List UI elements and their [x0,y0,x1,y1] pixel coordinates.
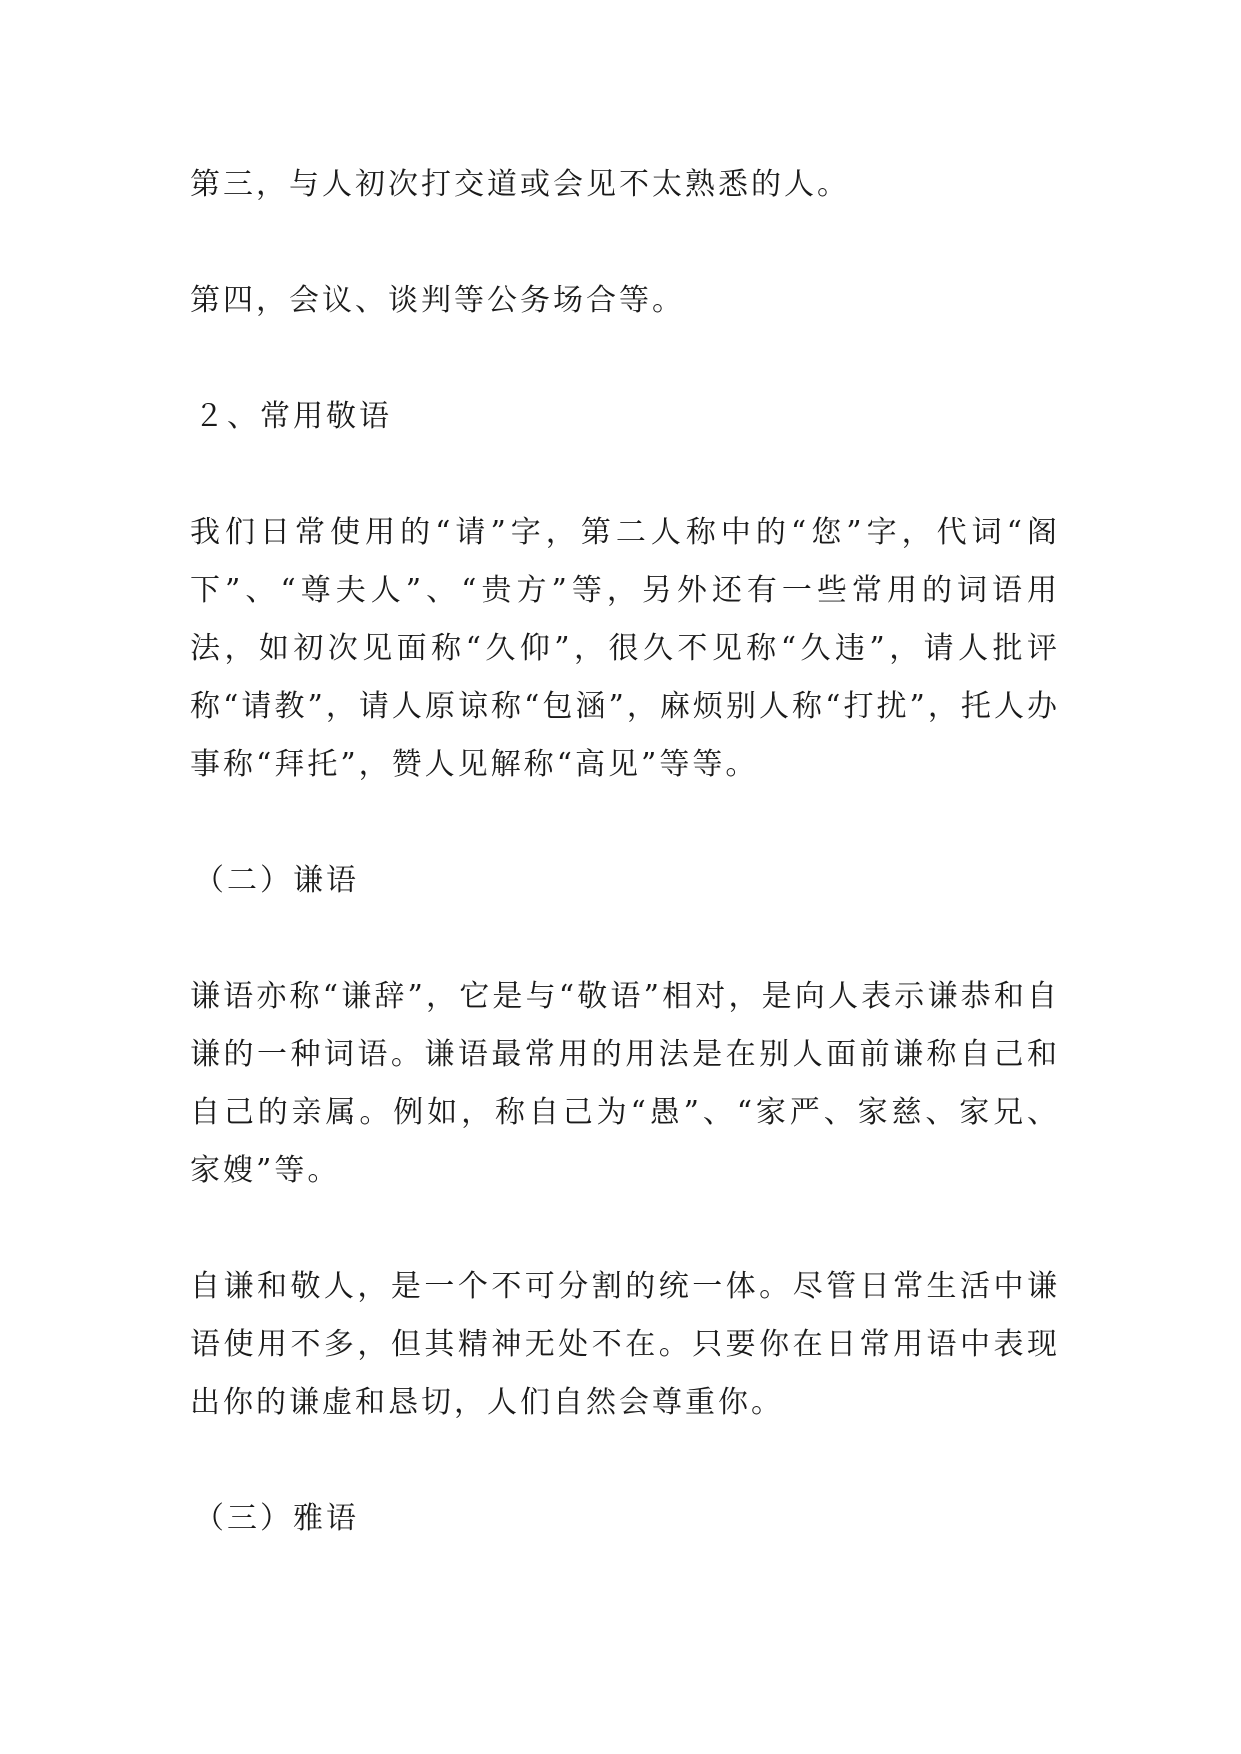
section-heading-common-honorifics: ２、常用敬语 [194,399,392,434]
section-heading-elegant-words: （三）雅语 [194,1501,359,1536]
paragraph-third-point: 第三，与人初次打交道或会见不太熟悉的人。 [190,167,850,202]
paragraph-humility-respect: 自谦和敬人，是一个不可分割的统一体。尽管日常生活中谦语使用不多，但其精神无处不在。只要你在日常用语中表现出你的谦虚和恳切，人们自然会尊重你。 [190,1269,1060,1420]
paragraph-humble-words-definition: 谦语亦称“谦辞”，它是与“敬语”相对，是向人表示谦恭和自谦的一种词语。谦语最常用的用法是在别人面前谦称自己和自己的亲属。例如，称自己为“愚”、“家严、家慈、家兄、家嫂”等。 [190,979,1060,1188]
paragraph-honorifics-examples: 我们日常使用的“请”字，第二人称中的“您”字，代词“阁下”、“尊夫人”、“贵方”等，另外还有一些常用的词语用法，如初次见面称“久仰”，很久不见称“久违”，请人批评称“请教”，请人原谅称“包涵”，麻烦别人称“打扰”，托人办事称“拜托”，赞人见解称“高见”等等。 [190,515,1060,782]
paragraph-fourth-point: 第四，会议、谈判等公务场合等。 [190,283,685,318]
document-page [190,156,1060,1606]
section-heading-humble-words: （二）谦语 [194,863,359,898]
